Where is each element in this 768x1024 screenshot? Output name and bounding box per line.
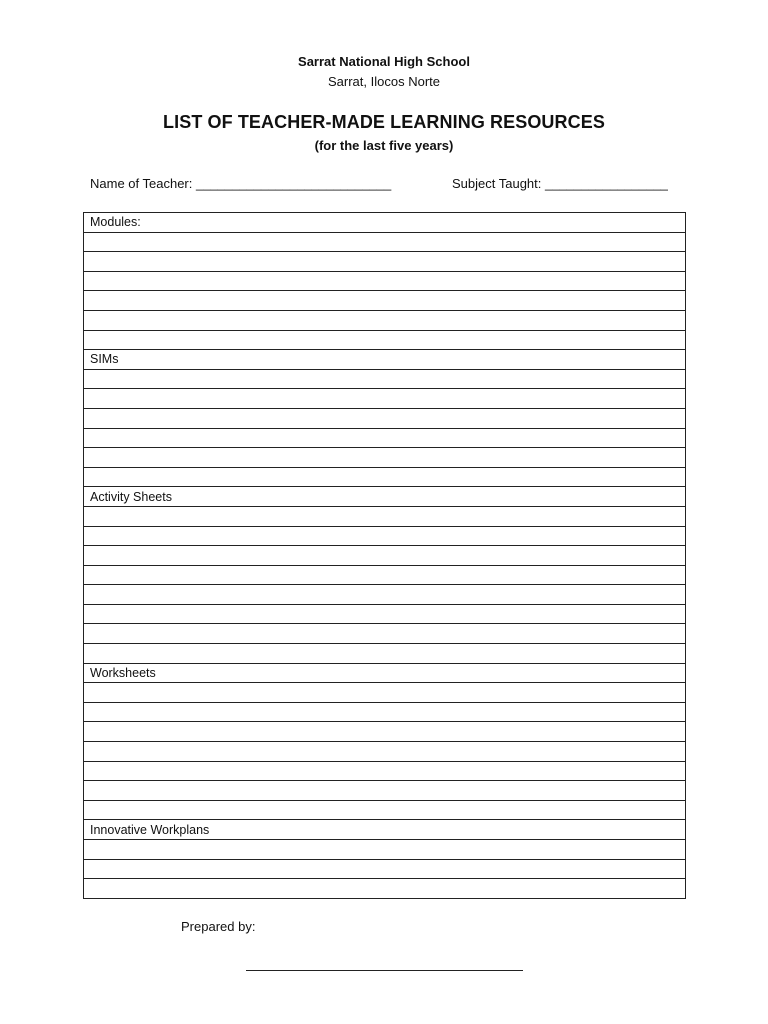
entry-cell[interactable]: [84, 448, 686, 468]
entry-cell[interactable]: [84, 840, 686, 860]
entry-cell[interactable]: [84, 585, 686, 605]
entry-cell[interactable]: [84, 859, 686, 879]
entry-cell[interactable]: [84, 467, 686, 487]
entry-cell[interactable]: [84, 389, 686, 409]
entry-cell[interactable]: [84, 742, 686, 762]
entry-cell[interactable]: [84, 252, 686, 272]
entry-cell[interactable]: [84, 271, 686, 291]
table-row: [84, 546, 686, 566]
table-row: [84, 840, 686, 860]
section-header-row: [84, 213, 686, 233]
entry-cell[interactable]: [84, 291, 686, 311]
table-row: [84, 369, 686, 389]
table-row: [84, 448, 686, 468]
table-row: [84, 879, 686, 899]
entry-cell[interactable]: [84, 506, 686, 526]
table-row: [84, 467, 686, 487]
subject-taught-field[interactable]: Subject Taught: _________________: [452, 176, 668, 191]
section-label: Activity Sheets: [84, 487, 686, 507]
table-row: [84, 624, 686, 644]
table-row: [84, 252, 686, 272]
table-row: [84, 683, 686, 703]
table-row: [84, 859, 686, 879]
section-header-row: [84, 663, 686, 683]
entry-cell[interactable]: [84, 604, 686, 624]
section-label: SIMs: [84, 350, 686, 370]
entry-cell[interactable]: [84, 624, 686, 644]
table-row: [84, 585, 686, 605]
entry-cell[interactable]: [84, 408, 686, 428]
table-row: [84, 722, 686, 742]
document-title: LIST OF TEACHER-MADE LEARNING RESOURCES: [163, 112, 605, 132]
table-row: [84, 781, 686, 801]
section-label: Worksheets: [84, 663, 686, 683]
table-row: [84, 291, 686, 311]
table-row: [84, 330, 686, 350]
table-row: [84, 506, 686, 526]
table-row: [84, 604, 686, 624]
entry-cell[interactable]: [84, 702, 686, 722]
section-header-row: [84, 350, 686, 370]
entry-cell[interactable]: [84, 565, 686, 585]
entry-cell[interactable]: [84, 683, 686, 703]
table-row: [84, 565, 686, 585]
entry-cell[interactable]: [84, 644, 686, 664]
entry-cell[interactable]: [84, 722, 686, 742]
signature-line[interactable]: [246, 970, 523, 971]
table-row: [84, 526, 686, 546]
table-row: [84, 408, 686, 428]
prepared-by-label: Prepared by:: [181, 919, 256, 934]
entry-cell[interactable]: [84, 232, 686, 252]
entry-cell[interactable]: [84, 781, 686, 801]
entry-cell[interactable]: [84, 428, 686, 448]
resources-table-body: [84, 213, 686, 899]
table-row: [84, 310, 686, 330]
school-location: Sarrat, Ilocos Norte: [328, 74, 440, 89]
entry-cell[interactable]: [84, 879, 686, 899]
section-header-row: [84, 487, 686, 507]
table-row: [84, 232, 686, 252]
table-row: [84, 389, 686, 409]
table-row: [84, 428, 686, 448]
entry-cell[interactable]: [84, 330, 686, 350]
table-row: [84, 644, 686, 664]
section-label: Innovative Workplans: [84, 820, 686, 840]
table-row: [84, 761, 686, 781]
table-row: [84, 742, 686, 762]
section-header-row: [84, 820, 686, 840]
entry-cell[interactable]: [84, 369, 686, 389]
entry-cell[interactable]: [84, 310, 686, 330]
table-row: [84, 800, 686, 820]
entry-cell[interactable]: [84, 526, 686, 546]
teacher-name-field[interactable]: Name of Teacher: ___________________________: [90, 176, 392, 191]
table-row: [84, 271, 686, 291]
entry-cell[interactable]: [84, 761, 686, 781]
entry-cell[interactable]: [84, 546, 686, 566]
entry-cell[interactable]: [84, 800, 686, 820]
table-row: [84, 702, 686, 722]
school-name: Sarrat National High School: [298, 54, 470, 69]
section-label: Modules:: [84, 213, 686, 233]
resources-table: [83, 212, 686, 899]
document-subtitle: (for the last five years): [314, 138, 454, 153]
